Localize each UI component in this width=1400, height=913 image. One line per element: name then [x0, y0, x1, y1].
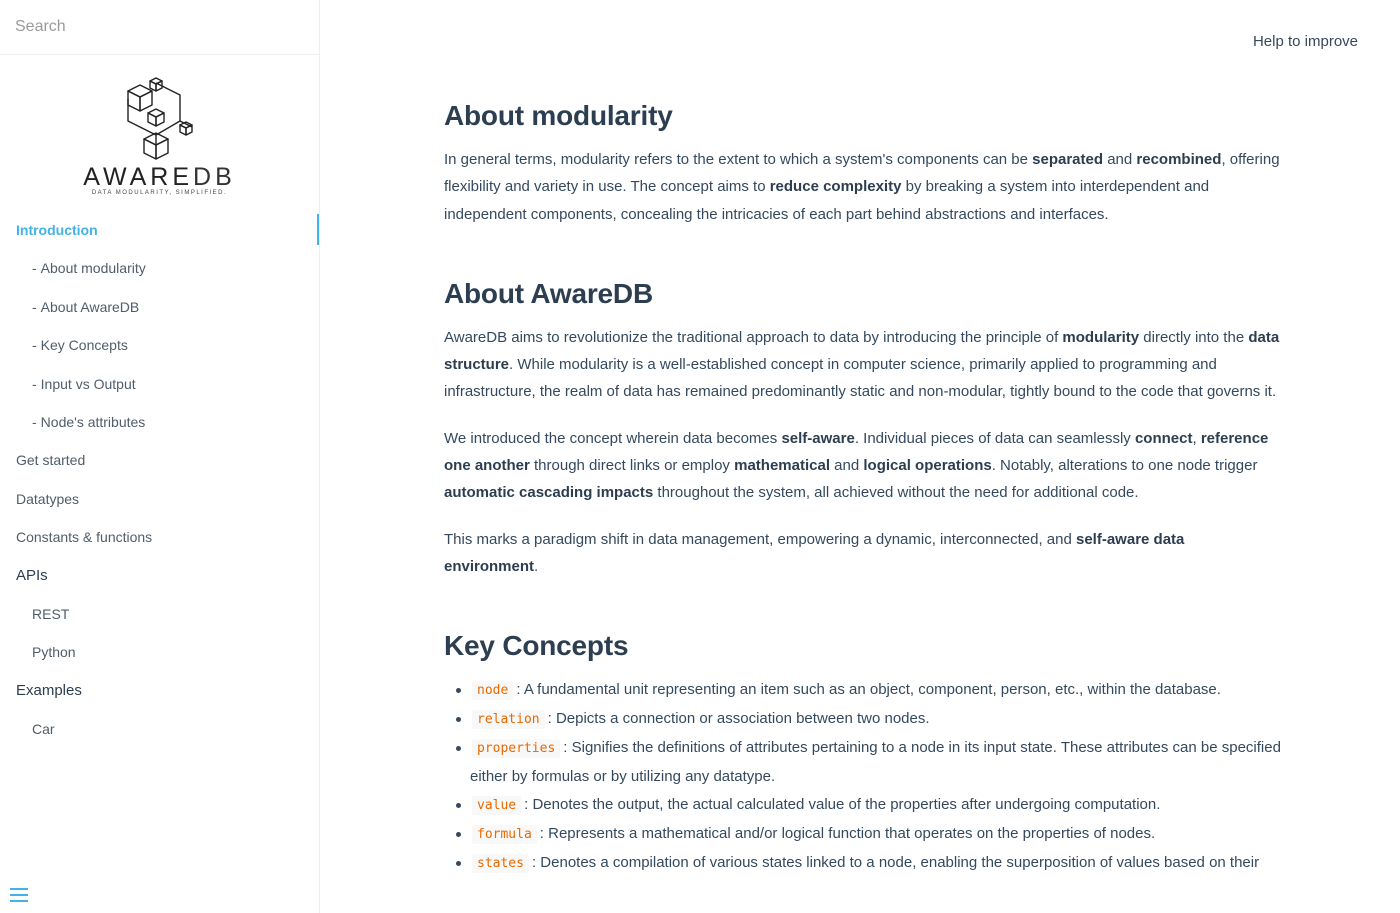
main-content	[320, 0, 1400, 913]
sidebar-item-key-concepts[interactable]	[0, 329, 319, 367]
sidebar-item-input-vs-output[interactable]	[0, 368, 319, 406]
text: In general terms, modularity refers to the extent to which a system's components can be	[444, 151, 1033, 168]
nav-dash: -	[32, 337, 37, 354]
sidebar-item-car[interactable]: Car	[32, 721, 55, 738]
sidebar-item-label: Node's attributes	[40, 413, 146, 430]
bold-text: connect	[1134, 429, 1193, 447]
bold-text: self-aware	[781, 429, 855, 447]
article	[444, 96, 1282, 878]
heading-key-concepts[interactable]: Key Concepts	[444, 630, 629, 662]
code-properties: properties	[472, 739, 560, 758]
bold-text: modularity	[1062, 328, 1140, 346]
sidebar-item-get-started[interactable]: Get started	[16, 452, 86, 469]
nav-dash: -	[32, 375, 37, 392]
sidebar-item-python[interactable]: Python	[32, 644, 76, 661]
heading-about-modularity[interactable]: About modularity	[444, 100, 673, 131]
bold-text: reduce complexity	[769, 178, 902, 196]
sidebar-item-datatypes[interactable]: Datatypes	[16, 490, 80, 507]
sidebar-item-node-attributes[interactable]	[0, 406, 319, 444]
text: .	[534, 557, 539, 575]
text: AwareDB aims to revolutionize the traditional approach to data by introducing the principle of	[444, 328, 1063, 346]
code-node: node	[472, 681, 513, 700]
text: : Denotes a compilation of various states linked to a node, enabling the superposition of values based on their	[531, 853, 1260, 871]
bold-text: automatic cascading impacts	[444, 484, 654, 502]
text: : Signifies the definitions of attributes pertaining to a node in its input state. These attributes can be specified either by formulas or by utilizing any datatype.	[470, 739, 1281, 785]
section-about-modularity	[444, 96, 1282, 228]
paragraph	[444, 425, 1282, 507]
code-relation: relation	[472, 710, 545, 729]
sidebar-item-label: About modularity	[40, 260, 146, 277]
text: : Represents a mathematical and/or logical function that operates on the properties of nodes.	[539, 824, 1156, 842]
paragraph	[444, 526, 1282, 581]
app-logo[interactable]	[0, 55, 319, 205]
logo-word-main: AWARE	[83, 163, 194, 191]
text: : A fundamental unit representing an item such as an object, component, person, etc., within the database.	[516, 681, 1221, 699]
menu-toggle-icon[interactable]	[10, 888, 28, 902]
bold-text: mathematical	[734, 457, 830, 475]
logo-word-thin: DB	[193, 163, 236, 191]
code-value: value	[472, 796, 521, 815]
text: . While modularity is a well-established concept in computer science, primarily applied to programming and infrastructure, the realm of data has remained predominantly static and non-modular, tightly bound to the code that governs it.	[444, 356, 1277, 401]
list-item	[444, 676, 1282, 705]
sidebar-item-label: About AwareDB	[40, 298, 140, 315]
list-item	[444, 705, 1282, 734]
cubes-logo-icon	[114, 77, 206, 161]
sidebar-nav	[0, 214, 319, 751]
bold-text: separated	[1032, 151, 1104, 168]
sidebar	[0, 0, 320, 913]
code-states: states	[472, 854, 529, 873]
help-to-improve-link[interactable]: Help to improve	[1252, 33, 1358, 50]
text: throughout the system, all achieved without the need for additional code.	[653, 484, 1139, 502]
nav-dash: -	[32, 413, 37, 430]
bold-text: logical operations	[863, 457, 992, 475]
nav-dash: -	[32, 260, 37, 277]
sidebar-item-label: Key Concepts	[40, 337, 128, 354]
sidebar-item-introduction[interactable]: Introduction	[0, 214, 319, 252]
logo-tagline: DATA MODULARITY, SIMPLIFIED.	[91, 190, 228, 196]
menu-bar	[10, 888, 28, 890]
text: . Notably, alterations to one node trigger	[991, 457, 1258, 475]
section-key-concepts	[444, 626, 1282, 877]
sidebar-item-apis[interactable]: APIs	[16, 566, 48, 584]
list-item	[444, 820, 1282, 849]
text: . Individual pieces of data can seamlessly	[854, 429, 1135, 447]
nav-dash: -	[32, 298, 37, 315]
text: directly into the	[1139, 328, 1249, 346]
sidebar-item-label: Input vs Output	[40, 375, 136, 392]
paragraph	[444, 146, 1282, 228]
text: and	[1103, 151, 1137, 168]
search-bar	[0, 0, 319, 55]
sidebar-item-about-modularity[interactable]	[0, 252, 319, 290]
heading-about-awaredb[interactable]: About AwareDB	[444, 277, 653, 309]
sidebar-item-rest[interactable]: REST	[32, 605, 70, 622]
list-item	[444, 734, 1282, 791]
code-formula: formula	[472, 825, 537, 844]
sidebar-item-about-awaredb[interactable]	[0, 291, 319, 329]
paragraph	[444, 324, 1282, 406]
text: through direct links or employ	[529, 457, 735, 475]
concepts-list	[444, 676, 1282, 877]
bold-text: data structure	[444, 328, 1280, 374]
text: : Denotes the output, the actual calculated value of the properties after undergoing computation.	[524, 795, 1161, 813]
search-input[interactable]	[15, 18, 304, 36]
logo-wordmark	[83, 165, 236, 189]
text: ,	[1192, 429, 1201, 447]
sidebar-item-examples[interactable]: Examples	[16, 681, 82, 699]
text: by breaking a system into interdependent and independent components, concealing the intricacies of each part behind abstractions and interfaces.	[444, 178, 1210, 223]
menu-bar	[10, 894, 28, 896]
bold-text: recombined	[1136, 151, 1222, 168]
text: and	[829, 457, 864, 475]
section-about-awaredb	[444, 274, 1282, 580]
text: This marks a paradigm shift in data management, empowering a dynamic, interconnected, and	[444, 530, 1076, 548]
text: : Depicts a connection or association between two nodes.	[547, 710, 930, 728]
bold-text: self-aware data environment	[444, 530, 1185, 575]
text: , offering flexibility and variety in use. The concept aims to	[444, 151, 1280, 196]
list-item	[444, 791, 1282, 820]
bold-text: reference one another	[444, 429, 1269, 475]
text: We introduced the concept wherein data becomes	[444, 429, 782, 447]
list-item	[444, 849, 1282, 878]
menu-bar	[10, 900, 28, 902]
sidebar-item-constants-functions[interactable]: Constants & functions	[16, 529, 153, 546]
